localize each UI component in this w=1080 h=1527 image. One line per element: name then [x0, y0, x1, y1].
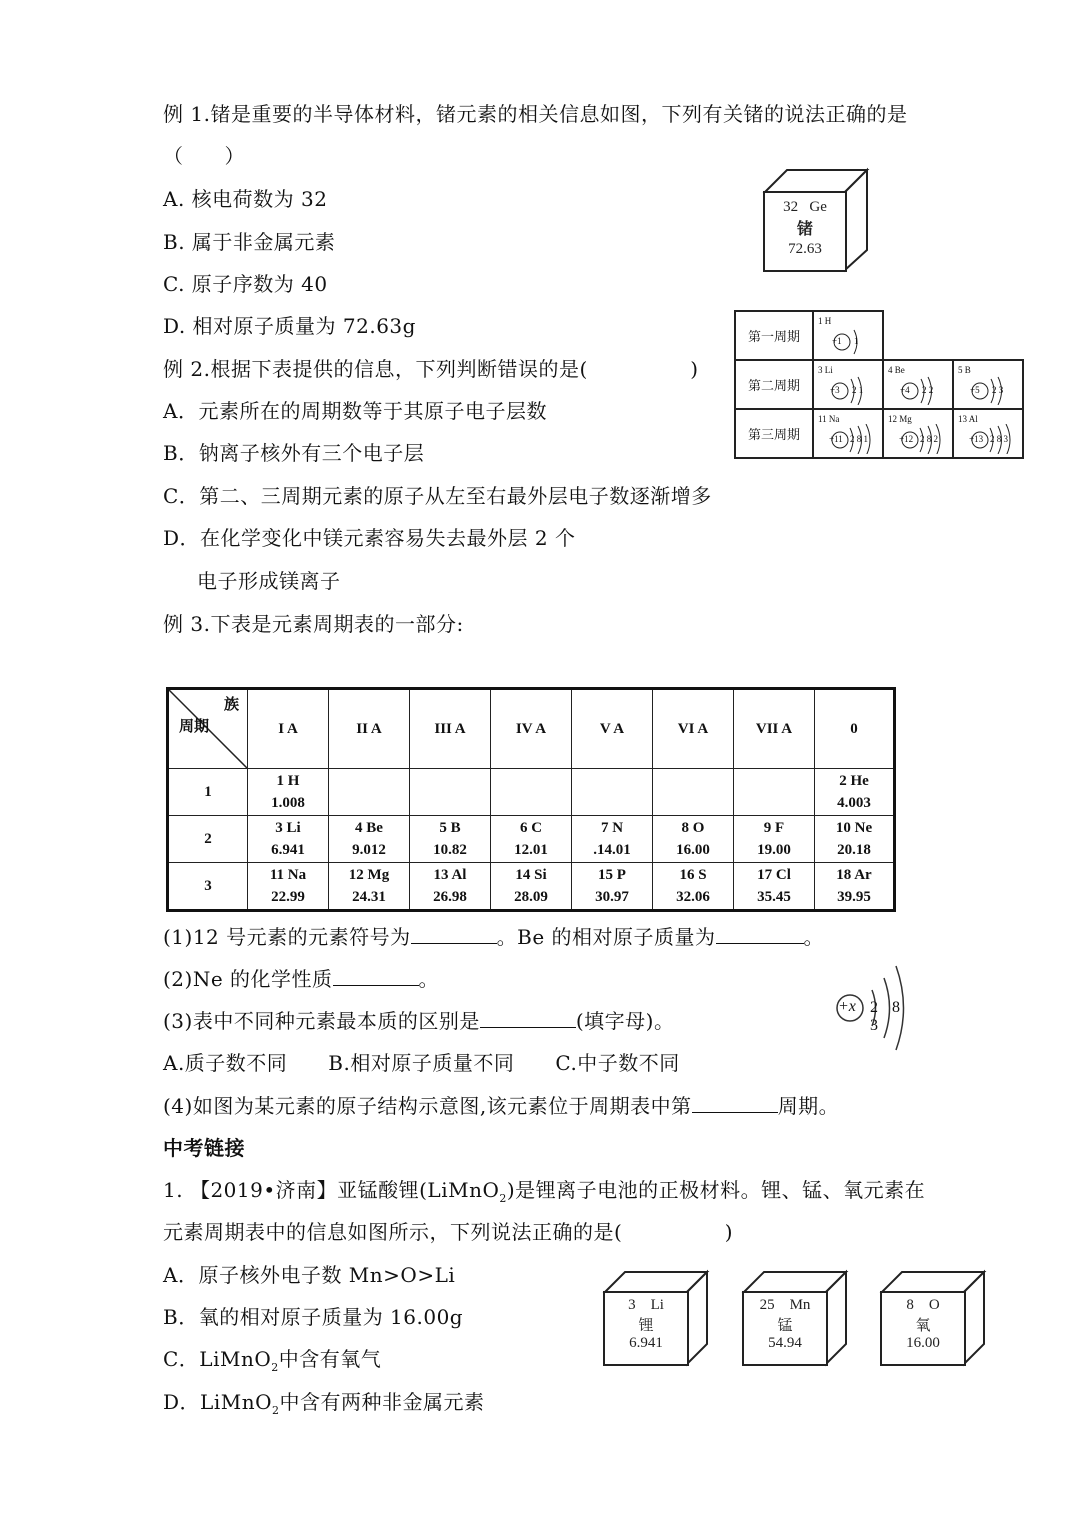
answer-blank[interactable] [333, 967, 419, 986]
element-symbol: 6 C [519, 820, 543, 836]
germanium-element-card [763, 168, 869, 272]
element-cell [572, 769, 653, 816]
atom-label: 3 Li [818, 365, 833, 375]
element-cell [329, 816, 410, 863]
element-cell [653, 863, 734, 911]
element-mass: 9.012 [352, 842, 386, 858]
group-header: VII A [734, 689, 815, 769]
ex3-question-2: (2)Ne 的化学性质 。 [163, 967, 440, 991]
element-cell [653, 769, 734, 816]
atom-label: 5 B [958, 365, 971, 375]
element-symbol: 12 Mg [348, 867, 390, 883]
element-cell [815, 769, 895, 816]
element-cell [329, 769, 410, 816]
ge-number: 32 [783, 199, 799, 215]
element-symbol: 4 Be [355, 820, 383, 836]
period-label: 第二周期 [735, 360, 813, 409]
group-header: VI A [653, 689, 734, 769]
element-symbol: 8 O [681, 820, 705, 836]
ex2-option-d: D．在化学变化中镁元素容易失去最外层 2 个 [163, 526, 576, 550]
diagram-nucleus: +x [838, 998, 856, 1015]
group-header: V A [572, 689, 653, 769]
ex3-question-1: (1)12 号元素的元素符号为 。Be 的相对原子质量为 。 [163, 925, 825, 949]
ex1-option-b: B. 属于非金属元素 [163, 230, 336, 254]
element-mass: 30.97 [595, 889, 629, 905]
atom-diagram [958, 375, 1018, 405]
table-corner [168, 689, 248, 769]
section-heading: 中考链接 [163, 1136, 245, 1160]
element-cell [734, 769, 815, 816]
atom-shells: 2 1 [852, 385, 864, 395]
element-cell [329, 863, 410, 911]
atom-label: 1 H [818, 316, 832, 326]
element-cell [653, 816, 734, 863]
element-cell [248, 816, 329, 863]
element-mass: 32.06 [676, 889, 710, 905]
element-mass: 6.941 [271, 842, 305, 858]
element-symbol: 10 Ne [835, 820, 873, 836]
link-option-b: B．氧的相对原子质量为 16.00g [163, 1305, 464, 1329]
element-symbol: 11 Na [269, 867, 307, 883]
element-mass: .14.01 [593, 842, 631, 858]
answer-blank[interactable] [411, 925, 497, 944]
period-number: 1 [168, 769, 248, 816]
link-option-d: D．LiMnO$_2$中含有两种非金属元素 [163, 1390, 485, 1417]
element-mass: 39.95 [837, 889, 871, 905]
element-symbol: 1 H [276, 773, 300, 789]
atom-shells: 2 3 [992, 385, 1004, 395]
ex2-title: 例 2.根据下表提供的信息，下列判断错误的是( ) [163, 357, 699, 381]
element-cell [491, 816, 572, 863]
ex1-option-a: A. 核电荷数为 32 [163, 187, 328, 211]
answer-blank[interactable] [716, 925, 804, 944]
element-mass: 24.31 [352, 889, 386, 905]
ge-mass: 72.63 [788, 241, 822, 257]
element-symbol: 16 S [679, 867, 707, 883]
element-cell [248, 863, 329, 911]
element-symbol: 9 F [763, 820, 785, 836]
element-symbol: 13 Al [433, 867, 467, 883]
corner-period: 周期 [179, 719, 210, 735]
element-cell [491, 769, 572, 816]
atom-nucleus: +11 [829, 434, 843, 444]
link-option-c: C．LiMnO$_2$中含有氧气 [163, 1347, 382, 1374]
atom-nucleus: +4 [900, 385, 910, 395]
element-mass: 1.008 [271, 795, 305, 811]
atom-cell [813, 311, 883, 360]
ex2-option-d-cont: 电子形成镁离子 [197, 569, 341, 593]
element-mass: 10.82 [433, 842, 467, 858]
atom-label: 13 Al [958, 414, 978, 424]
atom-label: 11 Na [818, 414, 840, 424]
period-number: 2 [168, 816, 248, 863]
element-mass: 35.45 [757, 889, 791, 905]
atom-cell [883, 409, 953, 458]
element-mass: 26.98 [433, 889, 467, 905]
ex2-option-c: C．第二、三周期元素的原子从左至右最外层电子数逐渐增多 [163, 484, 712, 508]
element-cell [248, 769, 329, 816]
element-cell [815, 816, 895, 863]
link-q1-line2: 元素周期表中的信息如图所示，下列说法正确的是( ) [163, 1220, 734, 1244]
element-cell [410, 816, 491, 863]
ex1-option-d: D. 相对原子质量为 72.63g [163, 314, 416, 338]
atom-cell [813, 360, 883, 409]
element-mass: 12.01 [514, 842, 548, 858]
periodic-table [166, 687, 896, 912]
element-symbol: 2 He [839, 773, 869, 789]
element-cell [572, 863, 653, 911]
ex1-option-c: C. 原子序数为 40 [163, 272, 328, 296]
element-symbol: 7 N [600, 820, 624, 836]
element-mass: 28.09 [514, 889, 548, 905]
atom-label: 4 Be [888, 365, 905, 375]
ex3-question-3-options: A.质子数不同 B.相对原子质量不同 C.中子数不同 [163, 1051, 680, 1075]
period-label: 第一周期 [735, 311, 813, 360]
atom-cell [953, 360, 1023, 409]
atom-cell [883, 360, 953, 409]
element-cell [410, 769, 491, 816]
answer-blank[interactable] [692, 1094, 778, 1113]
element-cell [491, 863, 572, 911]
ex1-paren: （ ） [163, 144, 245, 168]
atom-shells: 2 8 3 [990, 434, 1008, 444]
ge-symbol: Ge [809, 199, 827, 215]
ge-name: 锗 [796, 219, 813, 238]
atom-nucleus: +1 [832, 336, 842, 346]
corner-group: 族 [223, 697, 239, 713]
group-header: I A [248, 689, 329, 769]
element-symbol: 14 Si [515, 867, 547, 883]
atom-diagram [888, 375, 948, 405]
atom-shells: 2 2 [922, 385, 934, 395]
answer-blank[interactable] [480, 1009, 576, 1028]
element-mass: 4.003 [837, 795, 871, 811]
atom-shells: 1 [854, 336, 859, 346]
ex3-title: 例 3.下表是元素周期表的一部分: [163, 612, 464, 636]
group-header: 0 [815, 689, 895, 769]
atom-cell [813, 409, 883, 458]
atom-label: 12 Mg [888, 414, 912, 424]
element-cell [410, 863, 491, 911]
element-symbol: 18 Ar [836, 867, 872, 883]
ex3-question-3: (3)表中不同种元素最本质的区别是 (填字母)。 [163, 1009, 675, 1033]
element-mass: 16.00 [676, 842, 710, 858]
period-number: 3 [168, 863, 248, 911]
atom-nucleus: +12 [899, 434, 914, 444]
element-cell [734, 863, 815, 911]
atom-nucleus: +3 [830, 385, 840, 395]
atom-shells: 2 8 1 [850, 434, 868, 444]
group-header: III A [410, 689, 491, 769]
atom-diagram [818, 375, 878, 405]
element-symbol: 5 B [439, 820, 461, 836]
period-label: 第三周期 [735, 409, 813, 458]
atom-cell [953, 409, 1023, 458]
group-header: II A [329, 689, 410, 769]
link-q1-line1: 1. 【2019•济南】亚锰酸锂(LiMnO$_2$)是锂离子电池的正极材料。锂、锰、氧元素在 [163, 1178, 926, 1205]
element-cell [815, 863, 895, 911]
group-header: IV A [491, 689, 572, 769]
ex2-option-b: B．钠离子核外有三个电子层 [163, 441, 425, 465]
manganese-element-card: 25 Mn 锰 54.94 [742, 1270, 848, 1366]
ex3-question-4: (4)如图为某元素的原子结构示意图,该元素位于周期表中第 周期。 [163, 1094, 840, 1118]
atom-structure-diagram [832, 962, 922, 1052]
element-mass: 20.18 [837, 842, 871, 858]
element-symbol: 3 Li [275, 820, 301, 836]
lithium-element-card: 3 Li 锂 6.941 [603, 1270, 709, 1366]
element-symbol: 15 P [598, 867, 626, 883]
link-option-a: A．原子核外电子数 Mn>O>Li [163, 1263, 456, 1287]
atom-diagram [818, 326, 878, 356]
atomic-structure-table [734, 310, 1024, 459]
element-symbol: 17 Cl [757, 867, 791, 883]
atom-nucleus: +13 [969, 434, 984, 444]
oxygen-element-card: 8 O 氧 16.00 [880, 1270, 986, 1366]
diagram-shells: 2 8 3 [870, 999, 905, 1034]
element-mass: 19.00 [757, 842, 791, 858]
ex2-option-a: A．元素所在的周期数等于其原子电子层数 [163, 399, 547, 423]
atom-shells: 2 8 2 [920, 434, 938, 444]
element-mass: 22.99 [271, 889, 305, 905]
ex1-title: 例 1.锗是重要的半导体材料，锗元素的相关信息如图，下列有关锗的说法正确的是 [163, 102, 908, 126]
element-cell [734, 816, 815, 863]
element-cell [572, 816, 653, 863]
atom-nucleus: +5 [970, 385, 980, 395]
